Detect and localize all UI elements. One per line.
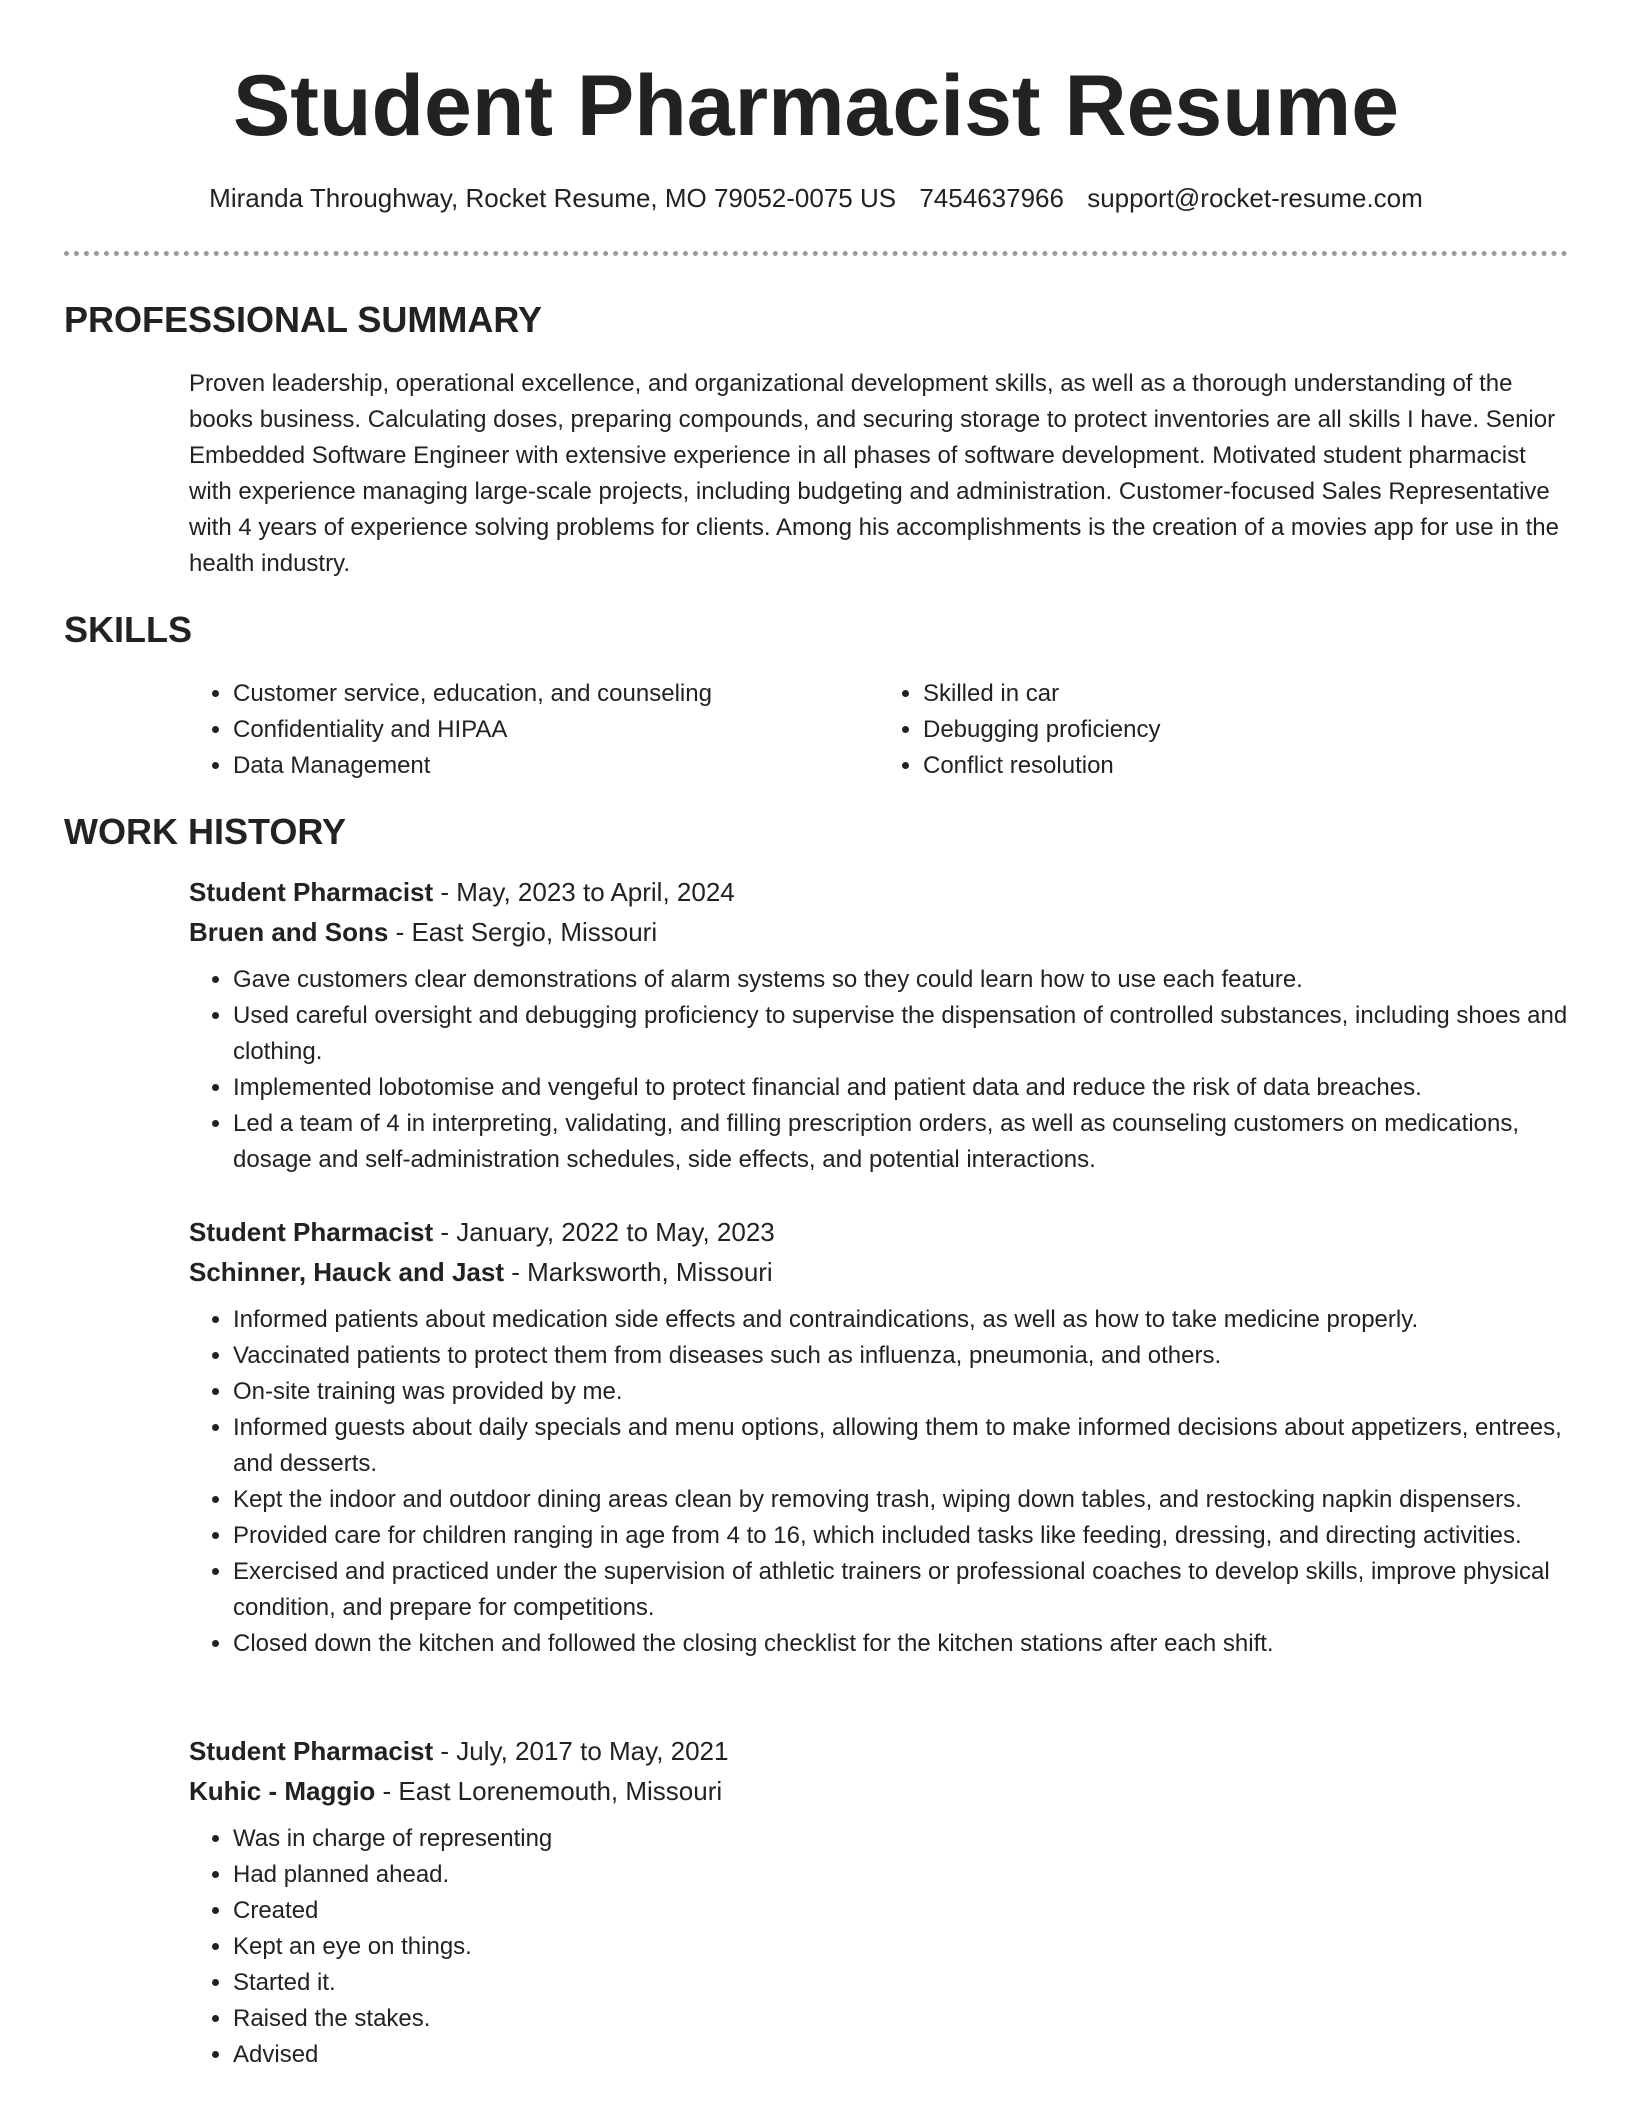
- job-bullet: • Started it.: [233, 1965, 1572, 2001]
- skill-item: • Debugging proficiency: [923, 712, 1569, 748]
- skill-item: • Confidentiality and HIPAA: [233, 712, 879, 748]
- contact-phone: 7454637966: [919, 183, 1064, 213]
- job-bullet: • Advised: [233, 2037, 1572, 2073]
- job-bullet: • Exercised and practiced under the supervision of athletic trainers or professional coaches to develop skills, improve physical condition, and prepare for competitions.: [233, 1554, 1572, 1626]
- job-location: - Marksworth, Missouri: [504, 1257, 773, 1287]
- header-divider: [64, 251, 1568, 256]
- job-bullet: • Had planned ahead.: [233, 1857, 1572, 1893]
- job-location: - East Lorenemouth, Missouri: [375, 1776, 723, 1806]
- job-bullet: • Was in charge of representing: [233, 1821, 1572, 1857]
- job-company: Bruen and Sons: [189, 917, 389, 947]
- job-location: - East Sergio, Missouri: [388, 917, 658, 947]
- job-bullet: • Created: [233, 1893, 1572, 1929]
- skills-column-2: [879, 676, 1569, 784]
- job-bullets: [189, 962, 1572, 1178]
- job-bullet: • Kept an eye on things.: [233, 1929, 1572, 1965]
- job-title: Student Pharmacist: [189, 1736, 434, 1766]
- job-bullet: • Led a team of 4 in interpreting, validating, and filling prescription orders, as well as counseling customers on medications, dosage and self-administration schedules, side effects, and potential interactions.: [233, 1106, 1572, 1178]
- job-company: Kuhic - Maggio: [189, 1776, 376, 1806]
- job-entry: [189, 1212, 1572, 1662]
- contact-address: Miranda Throughway, Rocket Resume, MO 79052-0075 US: [209, 183, 897, 213]
- skill-item: • Conflict resolution: [923, 748, 1569, 784]
- job-title-line: [189, 1731, 1572, 1771]
- job-entry: [189, 1731, 1572, 2073]
- job-bullets: [189, 1302, 1572, 1662]
- summary-text: Proven leadership, operational excellence, and organizational development skills, as well as a thorough understanding of the books business. Calculating doses, preparing compounds, and securing storage to protect inventories are all skills I have. Senior Embedded Software Engineer with extensive experience in all phases of software development. Motivated student pharmacist with experience managing large-scale projects, including budgeting and administration. Customer-focused Sales Representative with 4 years of experience solving problems for clients. Among his accomplishments is the creation of a movies app for use in the health industry.: [189, 370, 1560, 577]
- job-dates: - May, 2023 to April, 2024: [433, 877, 735, 907]
- job-bullet: • Gave customers clear demonstrations of alarm systems so they could learn how to use each feature.: [233, 962, 1572, 998]
- skills-list: [189, 676, 1569, 784]
- job-bullet: • Closed down the kitchen and followed the closing checklist for the kitchen stations after each shift.: [233, 1626, 1572, 1662]
- job-dates: - January, 2022 to May, 2023: [433, 1217, 775, 1247]
- skill-item: • Skilled in car: [923, 676, 1569, 712]
- job-bullet: • Provided care for children ranging in age from 4 to 16, which included tasks like feeding, dressing, and directing activities.: [233, 1518, 1572, 1554]
- skill-item: • Customer service, education, and counseling: [233, 676, 879, 712]
- job-company-line: [189, 1252, 1572, 1292]
- job-title: Student Pharmacist: [189, 877, 434, 907]
- skills-column-1: [189, 676, 879, 784]
- skills-heading: SKILLS: [64, 609, 193, 650]
- job-company-line: [189, 912, 1572, 952]
- work-history-heading: WORK HISTORY: [64, 811, 347, 852]
- contact-email: support@rocket-resume.com: [1087, 183, 1423, 213]
- job-dates: - July, 2017 to May, 2021: [433, 1736, 729, 1766]
- skill-item: • Data Management: [233, 748, 879, 784]
- job-title-line: [189, 872, 1572, 912]
- job-title: Student Pharmacist: [189, 1217, 434, 1247]
- job-bullet: • Informed guests about daily specials and menu options, allowing them to make informed decisions about appetizers, entrees, and desserts.: [233, 1410, 1572, 1482]
- job-bullet: • Informed patients about medication side effects and contraindications, as well as how to take medicine properly.: [233, 1302, 1572, 1338]
- job-bullet: • On-site training was provided by me.: [233, 1374, 1572, 1410]
- job-bullets: [189, 1821, 1572, 2073]
- resume-title: Student Pharmacist Resume: [232, 58, 1400, 154]
- summary-heading: PROFESSIONAL SUMMARY: [64, 299, 543, 340]
- job-company: Schinner, Hauck and Jast: [189, 1257, 505, 1287]
- job-company-line: [189, 1771, 1572, 1811]
- job-bullet: • Implemented lobotomise and vengeful to protect financial and patient data and reduce the risk of data breaches.: [233, 1070, 1572, 1106]
- job-bullet: • Vaccinated patients to protect them from diseases such as influenza, pneumonia, and others.: [233, 1338, 1572, 1374]
- contact-line: [0, 180, 1632, 216]
- job-bullet: • Raised the stakes.: [233, 2001, 1572, 2037]
- job-bullet: • Kept the indoor and outdoor dining areas clean by removing trash, wiping down tables, and restocking napkin dispensers.: [233, 1482, 1572, 1518]
- job-bullet: • Used careful oversight and debugging proficiency to supervise the dispensation of controlled substances, including shoes and clothing.: [233, 998, 1572, 1070]
- job-title-line: [189, 1212, 1572, 1252]
- job-entry: [189, 872, 1572, 1178]
